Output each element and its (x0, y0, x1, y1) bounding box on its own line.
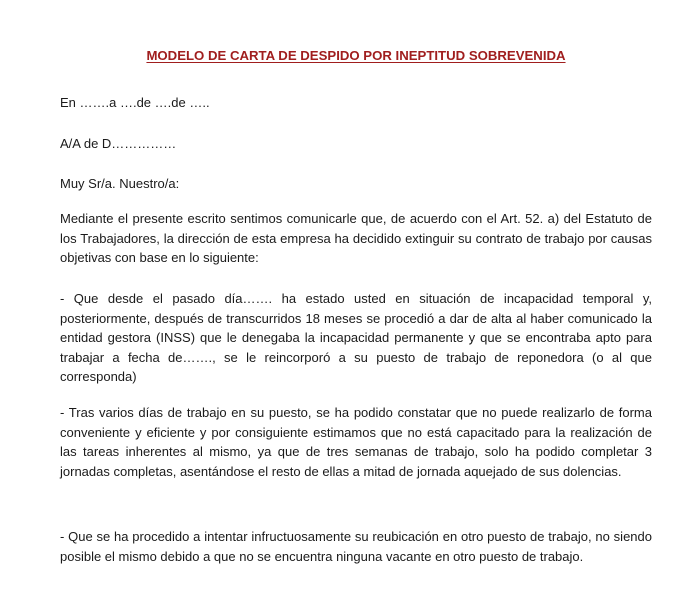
paragraph-point-2: - Tras varios días de trabajo en su puesto, se ha podido constatar que no puede realizarlo de forma conveniente y eficiente y por consiguiente estimamos que no está capacitado para la realización de las tareas inherentes al mismo, ya que de tres semanas de trabajo, solo ha podido completar 3 jornadas completas, asentándose el resto de ellas a mitad de jornada aquejado de sus dolencias. (60, 405, 652, 479)
addressee-line: A/A de D…………… (60, 136, 177, 151)
paragraph-point-1: - Que desde el pasado día……. ha estado usted en situación de incapacidad temporal y, posteriormente, después de transcurridos 18 meses se procedió a dar de alta al haber comunicado la entidad gestora (INSS) que le denegaba la incapacidad permanente y que se encontraba apto para trabajar a fecha de……., se le reincorporó a su puesto de trabajo de reponedora (o al que corresponda) (60, 291, 652, 385)
paragraph-intro: Mediante el presente escrito sentimos comunicarle que, de acuerdo con el Art. 52. a) del Estatuto de los Trabajadores, la dirección de esta empresa ha decidido extinguir su contrato de trabajo por causas objetivas con base en lo siguiente: (60, 211, 652, 266)
paragraph-point-3: - Que se ha procedido a intentar infructuosamente su reubicación en otro puesto de trabajo, no siendo posible el mismo debido a que no se encuentra ninguna vacante en otro puesto de trabajo. (60, 529, 652, 564)
place-date-line: En …….a ….de ….de ….. (60, 95, 210, 110)
salutation-line: Muy Sr/a. Nuestro/a: (60, 176, 180, 191)
document-title: MODELO DE CARTA DE DESPIDO POR INEPTITUD SOBREVENIDA (146, 48, 566, 63)
